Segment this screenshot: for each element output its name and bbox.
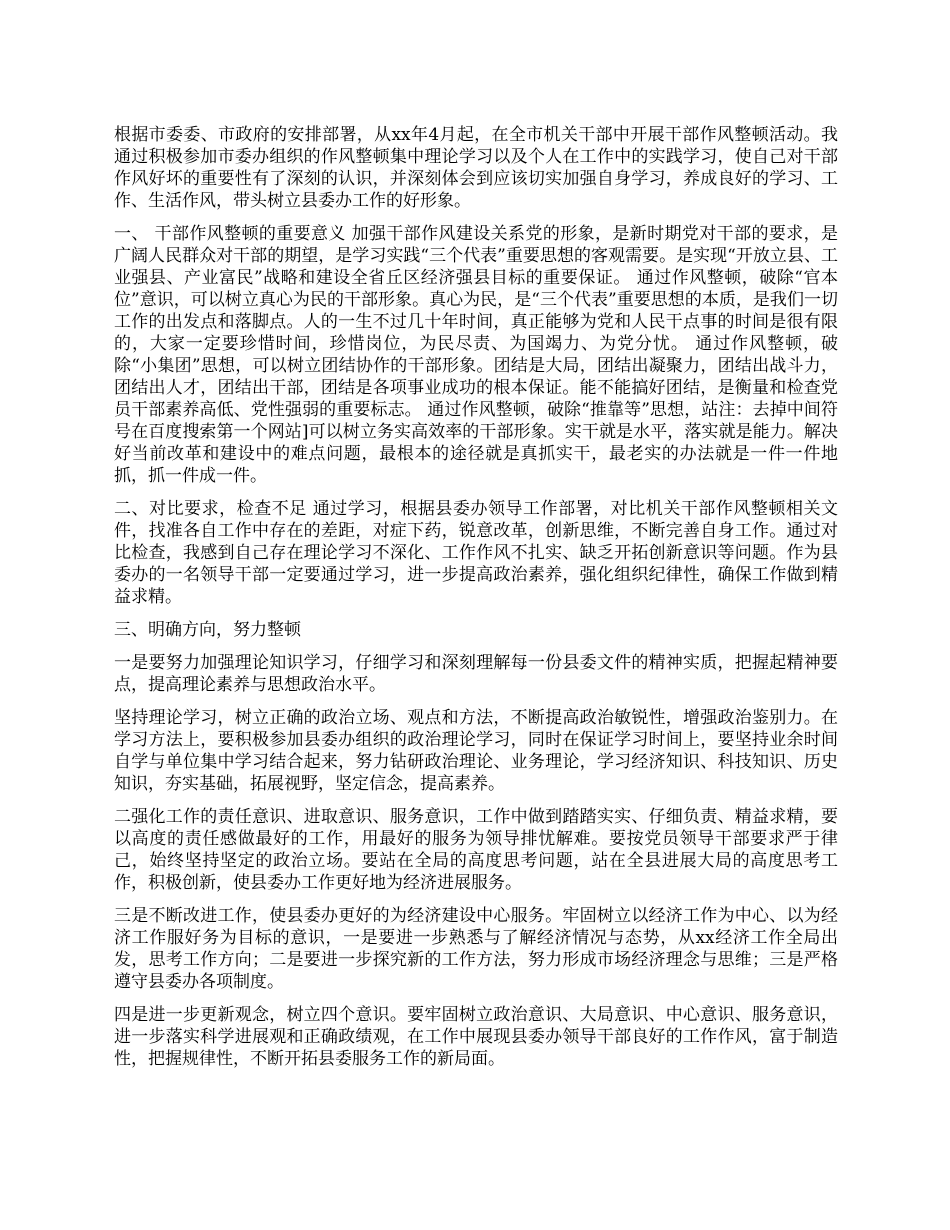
theory-study-paragraph: 坚持理论学习，树立正确的政治立场、观点和方法，不断提高政治敏锐性，增强政治鉴别力。在学习方法上，要积极参加县委办组织的政治理论学习，同时在保证学习时间上，要坚持业余时间自学与单位集中学习结合起来，努力钻研政治理论、业务理论，学习经济知识、科技知识、历史知识，夯实基础，拓展视野，坚定信念，提高素养。 xyxy=(114,708,838,794)
section-three-heading: 三、明确方向，努力整顿 xyxy=(114,620,301,640)
section-one-paragraph: 一、 干部作风整顿的重要意义 加强干部作风建设关系党的形象，是新时期党对干部的要求，是广阔人民群众对干部的期望，是学习实践“三个代表”重要思想的客观需要。是实现“开放立县、工业强县、产业富民”战略和建设全省丘区经济强县目标的重要保证。 通过作风整顿，破除“官本位”意识，可以树立真心为民的干部形象。真心为民，是“三个代表”重要思想的本质，是我们一切工作的出发点和落脚点。人的一生不过几十年时间，真正能够为党和人民干点事的时间是很有限的，大家一定要珍惜时间，珍惜岗位，为民尽责、为国竭力、为党分忧。 通过作风整顿，破除“小集团”思想，可以树立团结协作的干部形象。团结是大局，团结出凝聚力，团结出战斗力，团结出人才，团结出干部，团结是各项事业成功的根本保证。能不能搞好团结，是衡量和检查党员干部素养高低、党性强弱的重要标志。 通过作风整顿，破除“推靠等”思想，站注：去掉中间符号在百度搜索第一个网站]可以树立务实高效率的干部形象。实干就是水平，落实就是能力。解决好当前改革和建设中的难点问题，最根本的途径就是真抓实干，最老实的办法就是一件一件地抓，抓一件成一件。 xyxy=(114,224,838,486)
point-one-paragraph: 一是要努力加强理论知识学习，仔细学习和深刻理解每一份县委文件的精神实质，把握起精神要点，提高理论素养与思想政治水平。 xyxy=(114,653,838,695)
intro-paragraph: 根据市委委、市政府的安排部署，从xx年4月起，在全市机关干部中开展干部作风整顿活动。我通过积极参加市委办组织的作风整顿集中理论学习以及个人在工作中的实践学习，使自己对干部作风好坏的重要性有了深刻的认识，并深刻体会到应该切实加强自身学习，养成良好的学习、工作、生活作风，带头树立县委办工作的好形象。 xyxy=(114,125,838,211)
section-two-paragraph: 二、对比要求，检查不足 通过学习，根据县委办领导工作部署，对比机关干部作风整顿相关文件，找准各自工作中存在的差距，对症下药，锐意改革，创新思维，不断完善自身工作。通过对比检查，我感到自己存在理论学习不深化、工作作风不扎实、缺乏开拓创新意识等问题。作为县委办的一名领导干部一定要通过学习，进一步提高政治素养，强化组织纪律性，确保工作做到精益求精。 xyxy=(114,499,838,607)
point-two-paragraph: 二强化工作的责任意识、进取意识、服务意识，工作中做到踏踏实实、仔细负责、精益求精，要以高度的责任感做最好的工作，用最好的服务为领导排忧解难。要按党员领导干部要求严于律己，始终坚持坚定的政治立场。要站在全局的高度思考问题，站在全县进展大局的高度思考工作，积极创新，使县委办工作更好地为经济进展服务。 xyxy=(114,807,838,893)
point-three-paragraph: 三是不断改进工作，使县委办更好的为经济建设中心服务。牢固树立以经济工作为中心、以为经济工作服好务为目标的意识，一是要进一步熟悉与了解经济情况与态势，从xx经济工作全局出发，思考工作方向；二是要进一步探究新的工作方法，努力形成市场经济理念与思维；三是严格遵守县委办各项制度。 xyxy=(114,906,838,992)
document-page xyxy=(114,124,838,1081)
point-four-paragraph: 四是进一步更新观念，树立四个意识。要牢固树立政治意识、大局意识、中心意识、服务意识，进一步落实科学进展观和正确政绩观，在工作中展现县委办领导干部良好的工作作风，富于制造性，把握规律性，不断开拓县委服务工作的新局面。 xyxy=(114,1005,838,1069)
